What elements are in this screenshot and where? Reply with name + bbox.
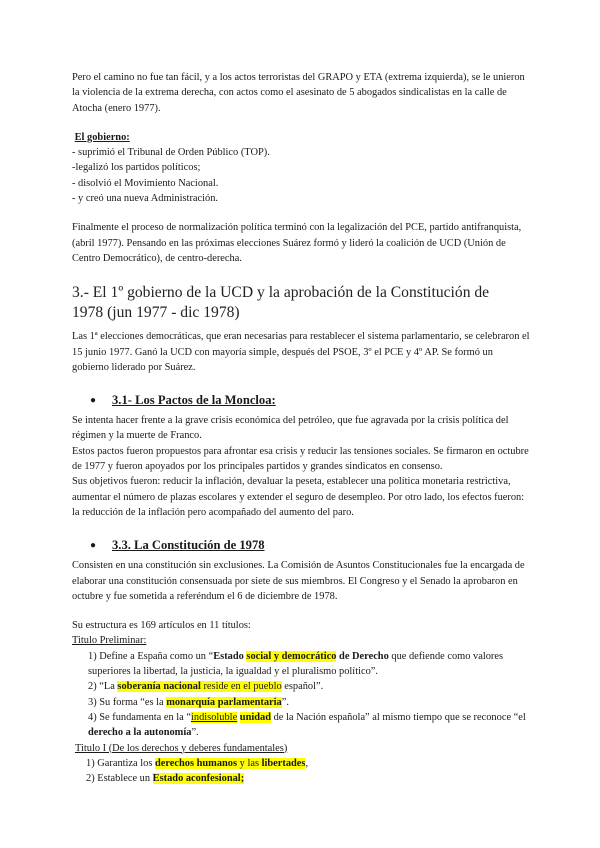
titulo-preliminar-item-2	[72, 679, 532, 694]
tp2-highlight-bold: soberanía nacional	[117, 681, 201, 693]
section3-paragraph: Las 1ª elecciones democráticas, que eran necesarias para restablecer el sistema parlamentario, se celebraron el 15 junio 1977. Ganó la UCD con mayoría simple, después del PSOE, 3º el PCE y 4º AP. Se formó un gobierno liderado por Suárez.	[72, 331, 530, 373]
ti1-highlight-bold: libertades	[261, 757, 306, 769]
section3-heading-line2: 1978 (jun 1977 - dic 1978)	[72, 304, 240, 322]
titulo-preliminar-item-4	[72, 710, 532, 741]
titulo-i-item-2	[72, 771, 532, 786]
gobierno-label	[72, 130, 532, 145]
ti1-highlight-bold: derechos humanos	[154, 757, 238, 769]
tp4-text: ”.	[191, 727, 199, 739]
tp3-highlight-bold: monarquía parlamentaria	[166, 696, 282, 708]
tp1-bold: Estado	[213, 650, 247, 662]
tp1-bold: de Derecho	[336, 650, 389, 662]
ti2-highlight-bold: Estado aconfesional	[152, 773, 241, 785]
section3-heading	[72, 283, 532, 323]
section3-heading-line1: 3.- El 1º gobierno de la UCD y la aprobación de la Constitución de	[72, 284, 490, 302]
sub31-heading	[72, 392, 532, 409]
ti2-text: 2) Establece un	[86, 773, 153, 785]
gobierno-item: - disolvió el Movimiento Nacional.	[72, 177, 219, 189]
sub33-heading-text: 3.3. La Constitución de 1978	[112, 538, 265, 553]
tp1-highlight: social y democrático	[246, 650, 337, 662]
tp4-text: de la Nación española” al mismo tiempo que se reconoce “el	[271, 711, 526, 723]
titulo-preliminar-item-3	[72, 695, 532, 710]
tp2-highlight: reside en el pueblo	[200, 681, 282, 693]
sub33-heading	[72, 537, 532, 554]
bullet-icon: ●	[90, 540, 97, 552]
ti1-text: ,	[305, 757, 309, 769]
sub31-paragraph: Sus objetivos fueron: reducir la inflación, devaluar la peseta, establecer una política monetaria restrictiva, aumentar el número de plazas escolares y extender el seguro de desempleo. Por otro lado, los efectos fueron: la reducción de la inflación pero acompañado del aumento del paro.	[72, 476, 525, 518]
structure-line: Su estructura es 169 artículos en 11 títulos:	[72, 620, 251, 632]
gobierno-item: - y creó una nueva Administración.	[72, 193, 219, 205]
sub33-paragraph: Consisten en una constitución sin exclusiones. La Comisión de Asuntos Constitucionales fue la encargada de elaborar una constitución consensuada por siete de sus miembros. El Congreso y el Senado la aprobaron en octubre y fue sometida a referéndum el 6 de diciembre de 1978.	[72, 560, 525, 602]
titulo-preliminar-item-1	[72, 649, 532, 680]
sub31-heading-text: 3.1- Los Pactos de la Moncloa:	[112, 393, 276, 408]
tp4-bold: derecho a la autonomía	[88, 727, 192, 739]
final-paragraph: Finalmente el proceso de normalización política terminó con la legalización del PCE, partido antifranquista, (abril 1977). Pensando en las próximas elecciones Suárez formó y lideró la coalición de UCD (Unión de Centro Democrático), de centro-derecha.	[72, 222, 522, 264]
titulo-preliminar-label: Titulo Preliminar:	[72, 635, 147, 647]
sub31-paragraph: Estos pactos fueron propuestos para afrontar esa crisis y reducir las tensiones sociales. Se firmaron en octubre de 1977 y fueron apoyados por los principales partidos y grandes sindicatos en consenso.	[72, 445, 529, 473]
ti1-text: 1) Garantiza los	[86, 757, 155, 769]
gobierno-label-text: El gobierno:	[74, 131, 130, 143]
tp3-text: 3) Su forma “es la	[88, 696, 167, 708]
tp4-highlight-bold: unidad	[239, 711, 271, 723]
tp2-text: español”.	[281, 681, 324, 693]
tp2-text: 2) “La	[88, 681, 118, 693]
page-content	[72, 70, 532, 786]
tp4-highlight: indisoluble	[191, 711, 238, 723]
gobierno-item: - suprimió el Tribunal de Orden Público (TOP).	[72, 147, 270, 159]
bullet-icon: ●	[90, 395, 97, 407]
tp4-text: 4) Se fundamenta en la “	[88, 711, 191, 723]
tp1-text: que defiende como valores superiores la libertad, la justicia, la igualdad y el pluralismo político”.	[88, 650, 504, 678]
titulo-i-label: Titulo I (De los derechos y deberes fundamentales)	[75, 742, 288, 754]
gobierno-item: -legalizó los partidos políticos;	[72, 162, 201, 174]
sub31-paragraph: Se intenta hacer frente a la grave crisis económica del petróleo, que fue agravada por la crisis política del régimen y la muerte de Franco.	[72, 415, 509, 442]
titulo-i-item-1	[72, 756, 532, 771]
tp3-text: ”.	[281, 696, 289, 708]
ti1-highlight: y las	[237, 757, 262, 769]
intro-paragraph: Pero el camino no fue tan fácil, y a los actos terroristas del GRAPO y ETA (extrema izquierda), se le unieron la violencia de la extrema derecha, con actos como el asesinato de 5 abogados sindicalistas en la calle de Atocha (enero 1977).	[72, 72, 525, 114]
tp1-text: 1) Define a España como un “	[88, 650, 214, 662]
ti2-highlight-bold: ;	[240, 773, 245, 785]
